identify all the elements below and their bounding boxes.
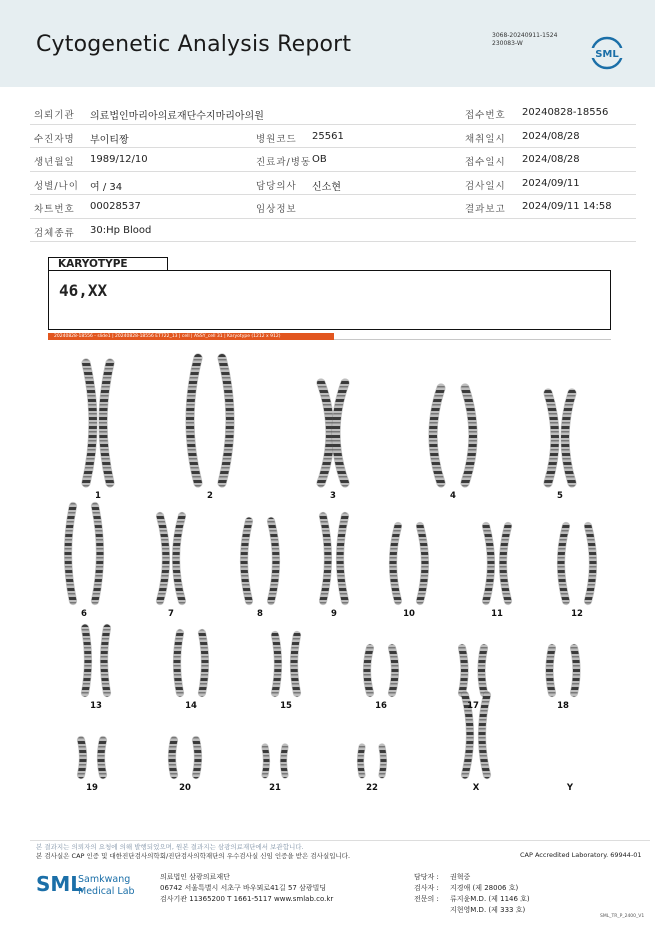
report-title: Cytogenetic Analysis Report — [36, 32, 352, 57]
info-row — [30, 148, 636, 172]
chromosome-pair — [172, 740, 198, 775]
chromosome-pair — [462, 648, 484, 693]
chromosome — [561, 526, 566, 601]
karyotype-result-box — [48, 270, 611, 330]
chromosome-pair — [321, 383, 345, 483]
chromosome-label: 3 — [330, 491, 336, 501]
chromosome-pair — [86, 363, 110, 483]
samkwang-logo-name-1: Samkwang — [78, 874, 131, 885]
signer-name: 지경애 (제 28006 호) — [450, 884, 519, 892]
footnote-copy: 본 결과지는 의뢰자의 요청에 의해 발행되었으며, 원본 결과지는 삼광의료재단에서 보관합니다. — [36, 843, 304, 851]
caption-rule — [334, 339, 611, 340]
karyotype-result: 46,XX — [59, 281, 108, 300]
chromosome — [284, 747, 286, 775]
lab-name: 의료법인 삼광의료재단 — [160, 873, 230, 881]
chromosome-pair — [548, 393, 572, 483]
chromosome-label: 11 — [491, 609, 503, 619]
chromosome — [462, 648, 465, 693]
info-label: 검사일시 — [465, 180, 506, 192]
info-value: 25561 — [312, 130, 344, 142]
info-label: 수진자명 — [34, 133, 75, 145]
info-value: OB — [312, 154, 327, 165]
chromosome — [392, 648, 395, 693]
chromosome-label: 12 — [571, 609, 583, 619]
chromosome-label: 15 — [280, 701, 292, 711]
info-label: 결과보고 — [465, 204, 506, 215]
chromosome — [271, 521, 276, 601]
chromosome — [86, 363, 93, 483]
karyogram — [0, 345, 655, 805]
info-row — [30, 172, 636, 196]
chromosome — [486, 526, 491, 601]
info-label: 의뢰기관 — [34, 110, 75, 121]
lab-address — [160, 872, 333, 905]
patient-info-table — [30, 101, 636, 242]
info-label: 임상정보 — [256, 204, 297, 215]
signer-name: 권혁중 — [450, 873, 471, 881]
chromosome-pair — [81, 740, 103, 775]
chromosome-pair — [68, 506, 100, 601]
signer-role: 전문의 : — [414, 895, 439, 903]
info-label: 성별/나이 — [34, 180, 79, 192]
chromosome — [361, 747, 363, 775]
footnote-accreditation: 본 검사실은 CAP 인증 및 대한진단검사의학회/진단검사의학재단의 우수검사실 신임 인증을 받은 검사실입니다. — [36, 852, 351, 860]
karyogram-chromosomes — [0, 345, 655, 805]
document-id-line-1: 3068-20240911-1524 — [492, 32, 558, 39]
chromosome-label: 9 — [331, 609, 337, 619]
chromosome — [340, 516, 345, 601]
info-value: 2024/08/28 — [522, 130, 580, 142]
chromosome — [202, 633, 205, 693]
chromosome — [465, 388, 473, 483]
info-label: 생년월일 — [34, 157, 75, 168]
chromosome — [550, 648, 553, 693]
chromosome-label: 7 — [168, 609, 174, 619]
info-label: 접수번호 — [465, 110, 506, 121]
lab-street: 06742 서울특별시 서초구 바우뫼로41길 57 삼광빌딩 — [160, 884, 327, 892]
chromosome — [103, 363, 110, 483]
signer-name: 류지윤M.D. (제 1146 호) — [450, 895, 530, 903]
chromosome — [433, 388, 441, 483]
chromosome-pair — [367, 648, 395, 693]
chromosome-pair — [550, 648, 577, 693]
info-value: 00028537 — [90, 201, 141, 212]
chromosome — [222, 358, 230, 483]
chromosome-pair — [486, 526, 508, 601]
info-value: 여 / 34 — [90, 181, 123, 193]
signers — [414, 872, 530, 916]
chromosome — [101, 740, 103, 775]
chromosome — [420, 526, 425, 601]
chromosome-label: 22 — [366, 783, 378, 793]
chromosome-pair — [160, 516, 182, 601]
chromosome-label: Y — [566, 783, 574, 793]
info-label: 진료과/병동 — [256, 157, 312, 168]
chromosome-pair — [433, 388, 473, 483]
chromosome-pair — [561, 526, 593, 601]
chromosome-pair — [361, 747, 384, 775]
chromosome — [177, 633, 180, 693]
chromosome — [95, 506, 100, 601]
chromosome-label: 4 — [450, 491, 456, 501]
chromosome — [548, 393, 555, 483]
form-code: SML_TR_P_2400_V1 — [600, 914, 645, 919]
chromosome — [85, 628, 88, 693]
info-value: 20240828-18556 — [522, 107, 609, 118]
chromosome-pair — [393, 526, 425, 601]
document-id — [492, 32, 557, 48]
info-value: 2024/08/28 — [522, 154, 580, 165]
samkwang-logo-name-2: Medical Lab — [78, 886, 135, 897]
chromosome — [294, 635, 297, 693]
chromosome-label: 21 — [269, 783, 281, 793]
chromosome — [190, 358, 198, 483]
info-value: 신소현 — [312, 181, 341, 193]
chromosome — [265, 747, 267, 775]
chromosome-pair — [265, 747, 285, 775]
footer-rule — [30, 840, 650, 841]
chromosome — [172, 740, 174, 775]
chromosome — [196, 740, 198, 775]
info-label: 병원코드 — [256, 133, 297, 145]
chromosome-pair — [190, 358, 230, 483]
samkwang-logo-mark: SML — [36, 872, 84, 896]
chromosome — [482, 648, 485, 693]
sml-logo-text: SML — [595, 49, 619, 60]
info-value: 부이티짱 — [90, 134, 129, 146]
info-label: 접수일시 — [465, 157, 506, 168]
info-label: 담당의사 — [256, 180, 297, 192]
lab-contact: 검사기관 11365200 T 1661-5117 www.smlab.co.kr — [160, 895, 334, 903]
chromosome — [68, 506, 73, 601]
chromosome-pair — [323, 516, 345, 601]
chromosome — [565, 393, 572, 483]
chromosome-label: 13 — [90, 701, 102, 711]
info-value: 1989/12/10 — [90, 154, 148, 165]
chromosome-label: X — [472, 783, 480, 793]
chromosome-pair — [275, 635, 297, 693]
chromosome — [160, 516, 166, 601]
chromosome — [574, 648, 577, 693]
chromosome-label: 17 — [467, 701, 479, 711]
signer-role: 담당자 : — [414, 873, 439, 881]
chromosome-label: 20 — [179, 783, 191, 793]
info-label: 검체종류 — [34, 227, 75, 239]
signer-name: 지현영M.D. (제 333 호) — [450, 906, 526, 914]
document-id-line-2: 230083-W — [492, 40, 523, 47]
chromosome — [367, 648, 370, 693]
chromosome-label: 16 — [375, 701, 387, 711]
info-value: 30:Hp Blood — [90, 224, 152, 236]
chromosome — [275, 635, 278, 693]
image-file-caption: 20240828-18556 - slide1 | 20240828-18556 ET722_13 | cell | ASSY_cell 31 | Karyotype (1212 x 912) — [48, 333, 334, 340]
chromosome-label: 5 — [557, 491, 563, 501]
info-label: 차트번호 — [34, 204, 75, 215]
chromosome-pair — [244, 521, 276, 601]
chromosome — [176, 516, 182, 601]
samkwang-logo — [36, 868, 156, 904]
info-value: 2024/09/11 14:58 — [522, 201, 612, 212]
sml-logo-icon — [590, 36, 624, 70]
chromosome — [588, 526, 593, 601]
chromosome — [81, 740, 83, 775]
chromosome — [382, 747, 384, 775]
chromosome — [393, 526, 398, 601]
chromosome-label: 14 — [185, 701, 197, 711]
chromosome-pair — [85, 628, 107, 693]
info-value: 의료법인마리아의료재단수지마리아의원 — [90, 111, 264, 122]
chromosome — [503, 526, 508, 601]
info-row — [30, 219, 636, 243]
chromosome — [244, 521, 249, 601]
info-label: 채취일시 — [465, 133, 506, 145]
info-row — [30, 125, 636, 149]
info-value: 2024/09/11 — [522, 177, 580, 189]
chromosome-label: 10 — [403, 609, 415, 619]
info-row — [30, 195, 636, 219]
chromosome-label: 8 — [257, 609, 263, 619]
chromosome — [323, 516, 328, 601]
chromosome — [104, 628, 107, 693]
chromosome-label: 19 — [86, 783, 98, 793]
chromosome-label: 2 — [207, 491, 213, 501]
signer-role: 검사자 : — [414, 884, 439, 892]
info-row — [30, 101, 636, 125]
chromosome-label: 6 — [81, 609, 87, 619]
chromosome-label: 18 — [557, 701, 569, 711]
cap-accreditation: CAP Accredited Laboratory. 69944-01 — [520, 851, 642, 859]
chromosome-label: 1 — [95, 491, 101, 501]
karyotype-tab: KARYOTYPE — [48, 257, 168, 270]
chromosome-pair — [177, 633, 205, 693]
